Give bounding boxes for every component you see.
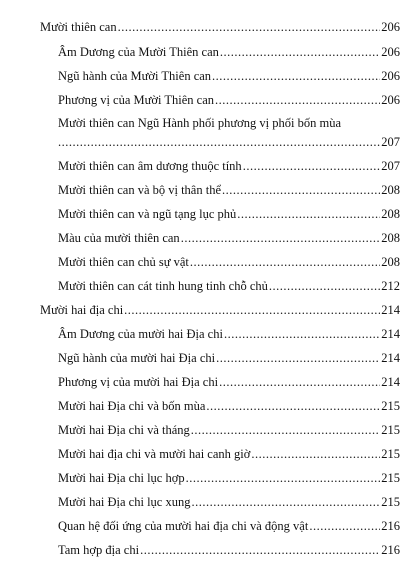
dot-leader — [212, 67, 380, 85]
dot-leader — [219, 373, 380, 391]
dot-leader — [215, 91, 380, 109]
toc-entry-title: Màu của mười thiên can — [58, 231, 180, 245]
toc-entry-title: Ngũ hành của Mười Thiên can — [58, 69, 212, 83]
toc-entry-title: Mười hai địa chi — [40, 303, 124, 317]
dot-leader — [224, 325, 380, 343]
toc-page-number: 215 — [381, 495, 400, 509]
dot-leader — [191, 493, 380, 511]
dot-leader — [124, 301, 380, 319]
toc-entry[interactable] — [58, 229, 400, 247]
toc-page-number: 206 — [381, 20, 400, 34]
toc-entry-title: Mười thiên can cát tinh hung tinh chỗ chủ — [58, 279, 268, 293]
toc-entry[interactable] — [58, 445, 400, 463]
toc-entry-title: Mười hai Địa chi và tháng — [58, 423, 190, 437]
toc-entry[interactable] — [58, 67, 400, 85]
toc-entry[interactable] — [58, 43, 400, 61]
toc-entry[interactable] — [58, 253, 400, 271]
dot-leader — [206, 397, 380, 415]
toc-page-number: 215 — [381, 447, 400, 461]
toc-section-heading[interactable] — [40, 301, 400, 319]
toc-entry-title: Mười thiên can và bộ vị thân thể — [58, 183, 222, 197]
toc-page-number: 214 — [381, 351, 400, 365]
toc-entry-title: Phương vị của Mười Thiên can — [58, 93, 215, 107]
toc-section-heading[interactable] — [40, 18, 400, 36]
toc-page-number: 216 — [381, 543, 400, 557]
dot-leader — [140, 541, 380, 559]
toc-entry[interactable] — [58, 349, 400, 367]
toc-entry[interactable] — [58, 157, 400, 175]
dot-leader — [216, 349, 380, 367]
toc-entry[interactable] — [58, 397, 400, 415]
toc-entry-title: Mười hai địa chi và mười hai canh giờ — [58, 447, 251, 461]
toc-page-number: 212 — [381, 279, 400, 293]
dot-leader — [269, 277, 380, 295]
dot-leader — [191, 421, 380, 439]
dot-leader — [222, 181, 380, 199]
toc-page-number: 215 — [381, 399, 400, 413]
toc-entry[interactable] — [58, 277, 400, 295]
toc-entry-title: Ngũ hành của mười hai Địa chi — [58, 351, 216, 365]
dot-leader — [309, 517, 380, 535]
toc-entry-title: Mười thiên can Ngũ Hành phối phương vị phối bốn mùa — [58, 116, 341, 130]
toc-entry-title: Mười thiên can — [40, 20, 117, 34]
toc-page-number: 214 — [381, 327, 400, 341]
toc-page-number: 215 — [381, 423, 400, 437]
toc-entry[interactable] — [58, 469, 400, 487]
toc-page-number: 208 — [381, 207, 400, 221]
toc-entry-title: Quan hệ đối ứng của mười hai địa chi và động vật — [58, 519, 309, 533]
toc-entry-title: Âm Dương của mười hai Địa chi — [58, 327, 223, 341]
toc-entry[interactable] — [58, 517, 400, 535]
toc-entry-title: Mười hai Địa chi lục xung — [58, 495, 191, 509]
dot-leader — [237, 205, 380, 223]
toc-page-number: 207 — [381, 159, 400, 173]
toc-entry[interactable] — [58, 541, 400, 559]
toc-page-number: 215 — [381, 471, 400, 485]
dot-leader — [243, 157, 381, 175]
toc-page-number: 206 — [381, 69, 400, 83]
dot-leader — [118, 18, 381, 36]
toc-entry-continuation — [58, 133, 400, 151]
toc-entry-title: Mười hai Địa chi và bốn mùa — [58, 399, 206, 413]
toc-page-number: 207 — [381, 135, 400, 149]
dot-leader — [58, 133, 381, 151]
toc-entry-title: Mười thiên can và ngũ tạng lục phủ — [58, 207, 237, 221]
dot-leader — [251, 445, 380, 463]
toc-entry-wrapped[interactable] — [58, 114, 400, 132]
toc-page-number: 206 — [381, 93, 400, 107]
dot-leader — [186, 469, 381, 487]
toc-entry-title: Âm Dương của Mười Thiên can — [58, 45, 219, 59]
toc-page-number: 208 — [381, 255, 400, 269]
dot-leader — [220, 43, 380, 61]
toc-entry[interactable] — [58, 493, 400, 511]
toc-entry[interactable] — [58, 373, 400, 391]
toc-entry-title: Phương vị của mười hai Địa chi — [58, 375, 219, 389]
toc-entry-title: Mười thiên can âm dương thuộc tính — [58, 159, 242, 173]
toc-entry[interactable] — [58, 325, 400, 343]
toc-entry[interactable] — [58, 91, 400, 109]
toc-page-number: 208 — [381, 183, 400, 197]
toc-entry-title: Mười hai Địa chi lục hợp — [58, 471, 185, 485]
toc-page-number: 208 — [381, 231, 400, 245]
toc-page-number: 206 — [381, 45, 400, 59]
toc-page-number: 216 — [381, 519, 400, 533]
toc-entry[interactable] — [58, 205, 400, 223]
dot-leader — [181, 229, 381, 247]
toc-entry-title: Mười thiên can chủ sự vật — [58, 255, 189, 269]
toc-entry[interactable] — [58, 181, 400, 199]
toc-entry[interactable] — [58, 421, 400, 439]
toc-entry-title: Tam hợp địa chi — [58, 543, 140, 557]
dot-leader — [190, 253, 380, 271]
toc-page-number: 214 — [381, 375, 400, 389]
toc-page-number: 214 — [381, 303, 400, 317]
